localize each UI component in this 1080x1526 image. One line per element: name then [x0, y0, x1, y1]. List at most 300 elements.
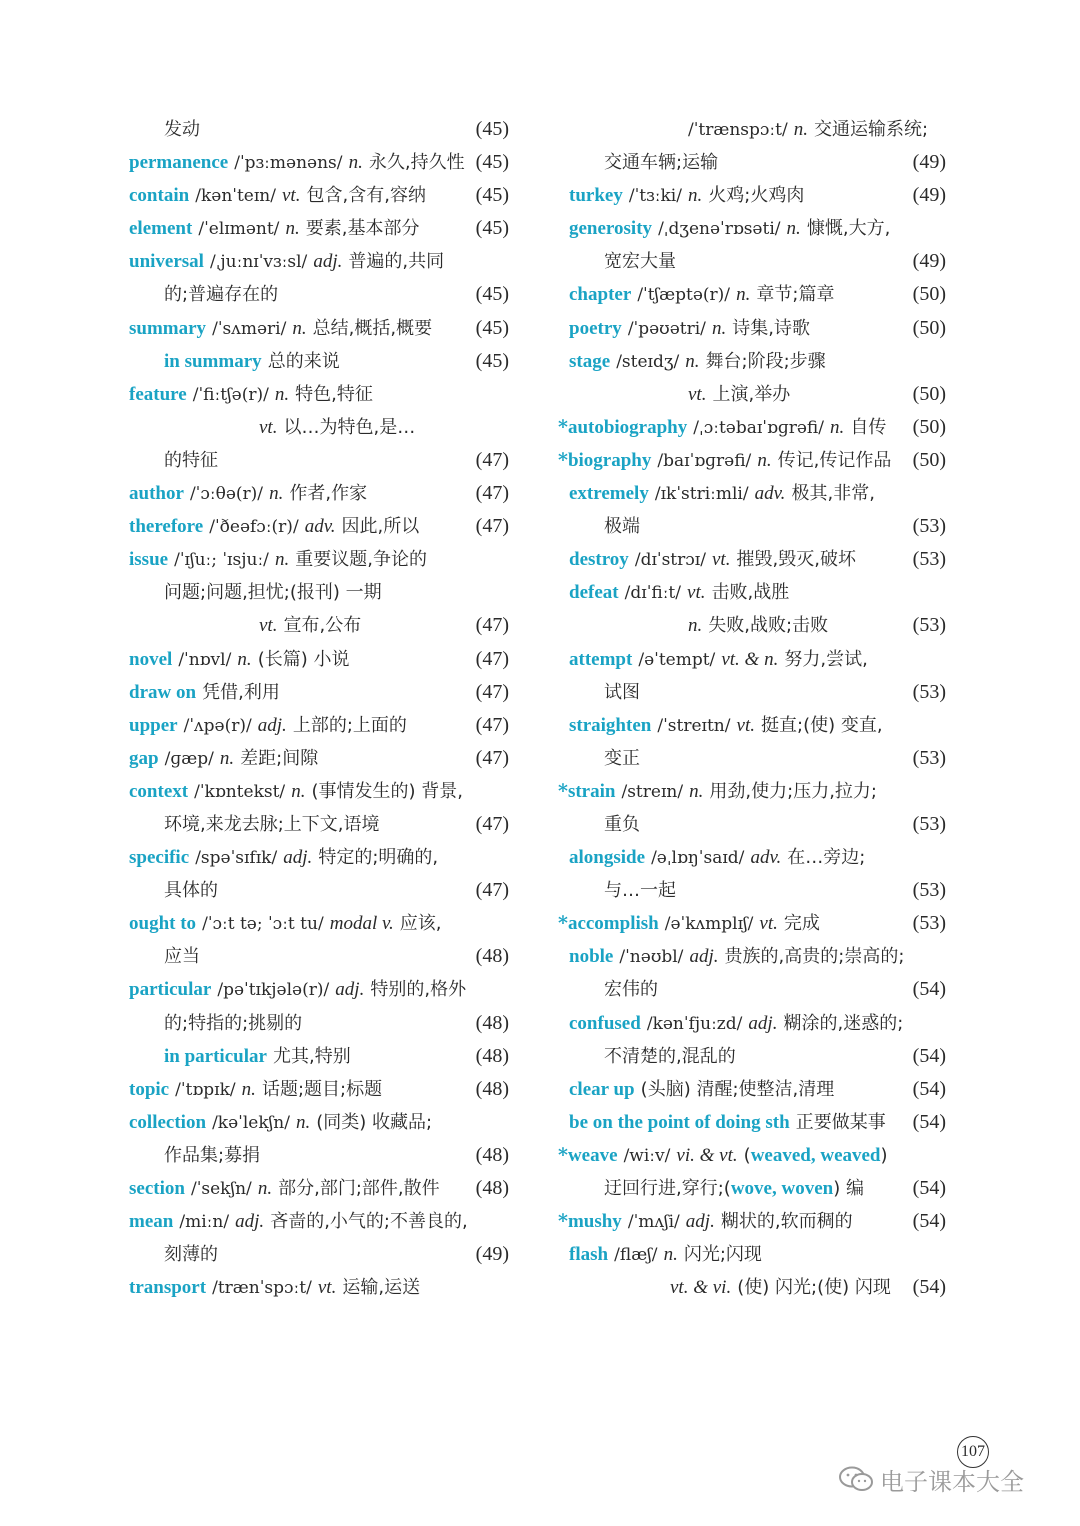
part-of-speech: adj.	[235, 1211, 265, 1233]
inflected-forms: wove, woven	[730, 1178, 834, 1199]
definition: 应该,	[399, 913, 442, 935]
glossary-line	[558, 510, 946, 543]
part-of-speech: vt.	[259, 416, 278, 438]
definition: 重要议题,争论的	[295, 549, 427, 571]
optional-word-asterisk: *	[558, 1210, 568, 1233]
glossary-line	[129, 477, 509, 510]
page-reference: (47)	[474, 874, 509, 907]
definition: (使) 闪光;(使) 闪现	[737, 1277, 891, 1299]
definition: (头脑) 清醒;使整洁,清理	[640, 1078, 835, 1100]
headword: clear up	[569, 1078, 635, 1100]
inflected-forms: weaved, weaved	[750, 1144, 881, 1166]
definition: 贵族的,高贵的;崇高的;	[724, 946, 905, 968]
pronunciation: /kəˈlekʃn/	[212, 1112, 290, 1133]
definition: 传记,传记作品	[777, 449, 892, 471]
glossary-line	[129, 1271, 509, 1304]
definition: 因此,所以	[341, 516, 420, 538]
glossary-line	[558, 146, 946, 179]
glossary-line	[558, 609, 946, 642]
definition: 试图	[604, 681, 640, 703]
part-of-speech: n.	[757, 449, 772, 471]
headword: straighten	[569, 714, 652, 736]
definition: 宽宏大量	[604, 251, 676, 273]
pronunciation: /ˈnəʊbl/	[619, 947, 684, 968]
glossary-line	[558, 1172, 946, 1205]
pronunciation: /ˈtʃæptə(r)/	[637, 285, 731, 306]
headword: issue	[129, 549, 169, 571]
part-of-speech: vt.	[259, 615, 278, 637]
headword: transport	[129, 1277, 207, 1299]
glossary-line	[129, 179, 509, 212]
pronunciation: /əˈkʌmplɪʃ/	[664, 914, 754, 935]
definition: 上演,举办	[712, 383, 791, 405]
definition: 特色,特征	[295, 383, 373, 405]
definition: 总结,概括,概要	[312, 317, 433, 339]
part-of-speech: vt.	[712, 549, 731, 571]
definition: 普遍的,共同	[348, 251, 445, 273]
definition: 变正	[604, 747, 640, 769]
glossary-line	[129, 907, 509, 940]
glossary-line	[129, 378, 509, 411]
headword: strain	[567, 780, 616, 802]
part-of-speech: n.	[736, 284, 751, 306]
definition: (	[743, 1144, 751, 1166]
definition: 摧毁,毁灭,破坏	[736, 549, 856, 571]
glossary-line	[558, 676, 946, 709]
glossary-line	[558, 113, 946, 146]
headword: summary	[129, 317, 207, 339]
headword: mushy	[567, 1211, 622, 1233]
headword: novel	[129, 648, 173, 670]
definition: 火鸡;火鸡肉	[708, 185, 805, 207]
glossary-line	[129, 1238, 509, 1271]
definition: 章节;篇章	[756, 284, 835, 306]
part-of-speech: n.	[285, 218, 300, 240]
page-number: 107	[957, 1436, 989, 1468]
part-of-speech: adv.	[304, 516, 336, 538]
part-of-speech: n.	[711, 317, 727, 339]
headword: weave	[567, 1144, 618, 1166]
page-reference: (54)	[911, 1040, 946, 1073]
pronunciation: /əˌlɒŋˈsaɪd/	[651, 848, 745, 869]
definition: 的;普遍存在的	[164, 284, 279, 306]
headword: draw on	[129, 681, 197, 703]
pronunciation: /ˈɔːt tə; ˈɔːt tu/	[202, 914, 324, 935]
page-reference: (48)	[474, 1139, 509, 1172]
page-reference: (47)	[474, 444, 509, 477]
glossary-line	[129, 1040, 509, 1073]
part-of-speech: adv.	[750, 847, 782, 869]
definition: 极其,非常,	[791, 483, 875, 505]
definition: 特别的,格外	[370, 979, 467, 1001]
page-reference: (47)	[474, 477, 509, 510]
headword: noble	[569, 946, 614, 968]
glossary-line	[129, 212, 509, 245]
definition: 运输,运送	[342, 1277, 421, 1299]
part-of-speech: vt.	[317, 1277, 337, 1299]
headword: element	[129, 218, 193, 240]
page-reference: (47)	[474, 676, 509, 709]
part-of-speech: n.	[688, 185, 703, 207]
definition: 要素,基本部分	[305, 218, 420, 240]
headword: topic	[129, 1078, 170, 1100]
page-reference: (53)	[911, 543, 946, 576]
page-reference: (53)	[911, 676, 946, 709]
definition: 上部的;上面的	[292, 714, 407, 736]
definition: 极端	[604, 516, 640, 538]
page-reference: (50)	[911, 378, 946, 411]
definition: 自传	[850, 416, 887, 438]
part-of-speech: vt.	[736, 714, 755, 736]
part-of-speech: n.	[219, 747, 235, 769]
pronunciation: /steɪdʒ/	[616, 351, 680, 372]
page-reference: (48)	[474, 1007, 509, 1040]
headword: gap	[129, 747, 159, 769]
part-of-speech: vt.	[759, 913, 778, 935]
definition: 重负	[604, 813, 640, 835]
definition: 尤其,特别	[272, 1045, 351, 1067]
definition: 糊状的,软而稠的	[720, 1211, 853, 1233]
part-of-speech: n.	[257, 1178, 273, 1199]
definition: 交通运输系统;	[814, 119, 929, 140]
definition: 问题;问题,担忧;(报刊) 一期	[164, 582, 382, 604]
pronunciation: /ˈstreɪtn/	[657, 715, 731, 736]
optional-word-asterisk: *	[558, 779, 568, 802]
pronunciation: /ˈfiːtʃə(r)/	[192, 384, 269, 405]
glossary-line	[129, 1073, 509, 1106]
glossary-line	[558, 874, 946, 907]
glossary-line	[558, 212, 946, 245]
page-reference: (48)	[474, 1172, 509, 1205]
headword: accomplish	[567, 913, 659, 935]
page-reference: (54)	[911, 1073, 946, 1106]
pronunciation: /ˌdʒenəˈrɒsəti/	[658, 219, 781, 240]
pronunciation: /baɪˈɒɡrəfi/	[657, 450, 752, 471]
headword: ought to	[129, 913, 197, 935]
glossary-line	[129, 543, 509, 576]
definition: 刻薄的	[164, 1244, 218, 1266]
page-reference: (47)	[474, 643, 509, 676]
pronunciation: /pəˈtɪkjələ(r)/	[217, 980, 330, 1001]
pronunciation: /ˈðeəfɔː(r)/	[209, 517, 299, 538]
headword: autobiography	[567, 416, 688, 438]
part-of-speech: n.	[291, 780, 306, 802]
page-reference: (48)	[474, 1040, 509, 1073]
page-reference: (54)	[911, 1205, 946, 1238]
part-of-speech: n.	[663, 1244, 678, 1266]
page-reference: (47)	[474, 742, 509, 775]
page-reference: (47)	[474, 510, 509, 543]
glossary-line	[558, 643, 946, 676]
definition: 击败,战胜	[711, 582, 790, 604]
definition: 慷慨,大方,	[806, 218, 891, 240]
page-reference: (53)	[911, 907, 946, 940]
headword: therefore	[129, 516, 204, 538]
definition: 部分,部门;部件,散件	[278, 1178, 440, 1199]
right-column	[558, 113, 946, 1304]
glossary-line	[558, 477, 946, 510]
part-of-speech: n.	[793, 119, 808, 140]
page-reference: (49)	[911, 146, 946, 179]
part-of-speech: adj.	[313, 251, 343, 273]
pronunciation: /ˈɔːθə(r)/	[189, 484, 264, 505]
pronunciation: /trænˈspɔːt/	[212, 1278, 312, 1299]
glossary-line	[129, 411, 509, 444]
definition: 不清楚的,混乱的	[604, 1045, 736, 1067]
part-of-speech: n.	[348, 152, 363, 174]
pronunciation: /ˈkɒntekst/	[194, 781, 286, 802]
part-of-speech: vt.	[688, 383, 707, 405]
glossary-line	[129, 1205, 509, 1238]
glossary-line	[558, 576, 946, 609]
pronunciation: /ˈpəʊətri/	[627, 318, 706, 339]
definition: 包含,含有,容纳	[306, 185, 426, 207]
part-of-speech: vt.	[687, 582, 706, 604]
definition-continued: ) 编	[833, 1178, 864, 1199]
page-reference: (49)	[474, 1238, 509, 1271]
pronunciation: /ˌɔːtəbaɪˈɒɡrəfi/	[693, 417, 824, 438]
glossary-line	[129, 278, 509, 311]
glossary-line	[558, 1007, 946, 1040]
pronunciation: /ˈɪʃuː; ˈɪsjuː/	[174, 550, 269, 571]
page-reference: (48)	[474, 940, 509, 973]
glossary-line	[558, 245, 946, 278]
part-of-speech: vi. & vt.	[676, 1144, 738, 1166]
wechat-icon	[838, 1465, 874, 1493]
page-reference: (54)	[911, 1271, 946, 1304]
part-of-speech: adj.	[257, 714, 287, 736]
pronunciation: /streɪn/	[621, 781, 684, 802]
pronunciation: /kənˈfjuːzd/	[646, 1013, 743, 1034]
page-reference: (45)	[474, 113, 509, 146]
headword: section	[129, 1178, 185, 1199]
glossary-line	[129, 775, 509, 808]
headword: contain	[129, 185, 190, 207]
definition: (长篇) 小说	[257, 648, 350, 670]
part-of-speech: adj.	[283, 847, 313, 869]
part-of-speech: adj.	[689, 946, 719, 968]
glossary-line	[558, 1205, 946, 1238]
headword: stage	[569, 350, 611, 372]
definition: 完成	[783, 913, 820, 935]
glossary-line	[558, 1040, 946, 1073]
part-of-speech: n.	[295, 1111, 311, 1133]
headword: universal	[129, 251, 204, 273]
headword: flash	[569, 1244, 609, 1266]
glossary-line	[558, 775, 946, 808]
glossary-line	[558, 278, 946, 311]
definition: 永久,持久性	[368, 152, 465, 174]
page-reference: (45)	[474, 212, 509, 245]
pronunciation: /ˈtrænspɔːt/	[688, 120, 788, 140]
glossary-line	[558, 1238, 946, 1271]
definition: 糊涂的,迷惑的;	[783, 1012, 904, 1034]
definition: 发动	[164, 119, 200, 140]
pronunciation: /ˈsʌməri/	[212, 318, 287, 339]
glossary-line	[129, 245, 509, 278]
definition: 失败,战败;击败	[708, 615, 829, 637]
definition: 作品集;募捐	[164, 1144, 261, 1166]
pronunciation: /ˈʌpə(r)/	[183, 715, 252, 736]
headword: chapter	[569, 284, 632, 306]
glossary-line	[129, 676, 509, 709]
page-reference: (45)	[474, 345, 509, 378]
definition: 闪光;闪现	[683, 1244, 762, 1266]
definition: 的特征	[164, 449, 218, 471]
part-of-speech: adj.	[335, 979, 365, 1001]
glossary-line	[558, 841, 946, 874]
part-of-speech: vt.	[282, 185, 301, 207]
glossary-line	[558, 312, 946, 345]
definition: 环境,来龙去脉;上下文,语境	[164, 813, 380, 835]
headword: biography	[567, 449, 652, 471]
page-reference: (50)	[911, 411, 946, 444]
headword: confused	[569, 1012, 641, 1034]
definition: 作者,作家	[289, 483, 368, 505]
headword: be on the point of doing sth	[569, 1111, 790, 1133]
pronunciation: /ˈpɜːmənəns/	[234, 153, 343, 174]
glossary-line	[558, 709, 946, 742]
pronunciation: /ɡæp/	[164, 748, 214, 769]
definition: 的;特指的;挑剔的	[164, 1012, 303, 1034]
pronunciation: /dɪˈfiːt/	[624, 583, 681, 604]
glossary-line	[129, 742, 509, 775]
page-reference: (53)	[911, 510, 946, 543]
page-reference: (45)	[474, 312, 509, 345]
glossary-line	[558, 742, 946, 775]
definition: 差距;间隙	[240, 747, 319, 769]
page-reference: (47)	[474, 609, 509, 642]
headword: poetry	[569, 317, 622, 339]
page-reference: (53)	[911, 808, 946, 841]
optional-word-asterisk: *	[558, 912, 568, 935]
definition: 以…为特色,是…	[283, 416, 416, 438]
glossary-line	[129, 510, 509, 543]
definition: 吝啬的,小气的;不善良的,	[270, 1211, 468, 1233]
glossary-line	[129, 1139, 509, 1172]
part-of-speech: adj.	[748, 1012, 778, 1034]
headword: extremely	[569, 483, 649, 505]
page-reference: (54)	[911, 973, 946, 1006]
glossary-line	[558, 179, 946, 212]
part-of-speech: n.	[274, 549, 290, 571]
glossary-line	[129, 113, 509, 146]
headword: in summary	[164, 350, 262, 372]
optional-word-asterisk: *	[558, 415, 568, 438]
page-reference: (48)	[474, 1073, 509, 1106]
glossary-line	[129, 874, 509, 907]
glossary-line	[129, 808, 509, 841]
optional-word-asterisk: *	[558, 448, 568, 471]
glossary-line	[558, 808, 946, 841]
page-reference: (49)	[911, 179, 946, 212]
definition: 话题;题目;标题	[261, 1078, 383, 1100]
glossary-line	[129, 1106, 509, 1139]
pronunciation: /ˈtɒpɪk/	[175, 1079, 236, 1100]
glossary-line	[129, 345, 509, 378]
glossary-line	[558, 1139, 946, 1172]
headword: upper	[129, 714, 178, 736]
pronunciation: /spəˈsɪfɪk/	[195, 848, 278, 869]
glossary-line	[129, 444, 509, 477]
glossary-line	[558, 444, 946, 477]
headword: feature	[129, 383, 187, 405]
headword: mean	[129, 1211, 174, 1233]
definition: 诗集,诗歌	[732, 317, 810, 339]
definition: 交通车辆;运输	[604, 152, 719, 174]
definition: 特定的;明确的,	[318, 847, 439, 869]
glossary-line	[558, 543, 946, 576]
glossary-line	[558, 411, 946, 444]
headword: particular	[129, 979, 212, 1001]
page-reference: (54)	[911, 1172, 946, 1205]
part-of-speech: n.	[685, 350, 700, 372]
headword: context	[129, 780, 189, 802]
page-reference: (47)	[474, 709, 509, 742]
glossary-line	[129, 940, 509, 973]
glossary-line	[129, 312, 509, 345]
definition: 应当	[164, 946, 200, 968]
glossary-line	[558, 973, 946, 1006]
page-reference: (47)	[474, 808, 509, 841]
glossary-line	[129, 1007, 509, 1040]
part-of-speech: n.	[689, 780, 704, 802]
definition: 宏伟的	[604, 979, 658, 1001]
headword: in particular	[164, 1045, 267, 1067]
page-reference: (45)	[474, 278, 509, 311]
watermark	[838, 1462, 1024, 1496]
pronunciation: /ˈsekʃn/	[190, 1179, 252, 1199]
page-reference: (53)	[911, 742, 946, 775]
pronunciation: /ˈtɜːki/	[628, 186, 682, 207]
glossary-line	[129, 841, 509, 874]
glossary-line	[129, 609, 509, 642]
page-reference: (50)	[911, 278, 946, 311]
glossary-line	[129, 146, 509, 179]
pronunciation: /kənˈteɪn/	[195, 186, 276, 207]
part-of-speech: n.	[237, 648, 252, 670]
glossary-line	[129, 973, 509, 1006]
watermark-text: 电子课本大全	[880, 1467, 1024, 1496]
headword: defeat	[569, 582, 619, 604]
optional-word-asterisk: *	[558, 1143, 568, 1166]
pronunciation: /ˈmʌʃi/	[627, 1212, 680, 1233]
glossary-line	[558, 1073, 946, 1106]
page-reference: (45)	[474, 146, 509, 179]
part-of-speech: modal v.	[329, 913, 394, 935]
glossary-line	[558, 378, 946, 411]
definition: 具体的	[164, 880, 218, 902]
definition: (事情发生的) 背景,	[311, 780, 463, 802]
pronunciation: /miːn/	[179, 1212, 230, 1233]
pronunciation: /əˈtempt/	[638, 649, 716, 670]
part-of-speech: n.	[241, 1078, 256, 1100]
part-of-speech: vt. & vi.	[670, 1277, 732, 1299]
definition: 迂回行进,穿行;(	[604, 1178, 731, 1199]
part-of-speech: n.	[292, 317, 307, 339]
part-of-speech: n.	[274, 383, 290, 405]
page-reference: (49)	[911, 245, 946, 278]
part-of-speech: vt. & n.	[721, 648, 779, 670]
pronunciation: /ˈnɒvl/	[178, 649, 232, 670]
headword: destroy	[569, 549, 629, 571]
definition: 总的来说	[267, 350, 340, 372]
part-of-speech: n.	[269, 483, 284, 505]
part-of-speech: n.	[830, 416, 845, 438]
glossary-line	[129, 643, 509, 676]
definition-continued: )	[880, 1144, 888, 1166]
definition: 正要做某事	[795, 1111, 886, 1133]
